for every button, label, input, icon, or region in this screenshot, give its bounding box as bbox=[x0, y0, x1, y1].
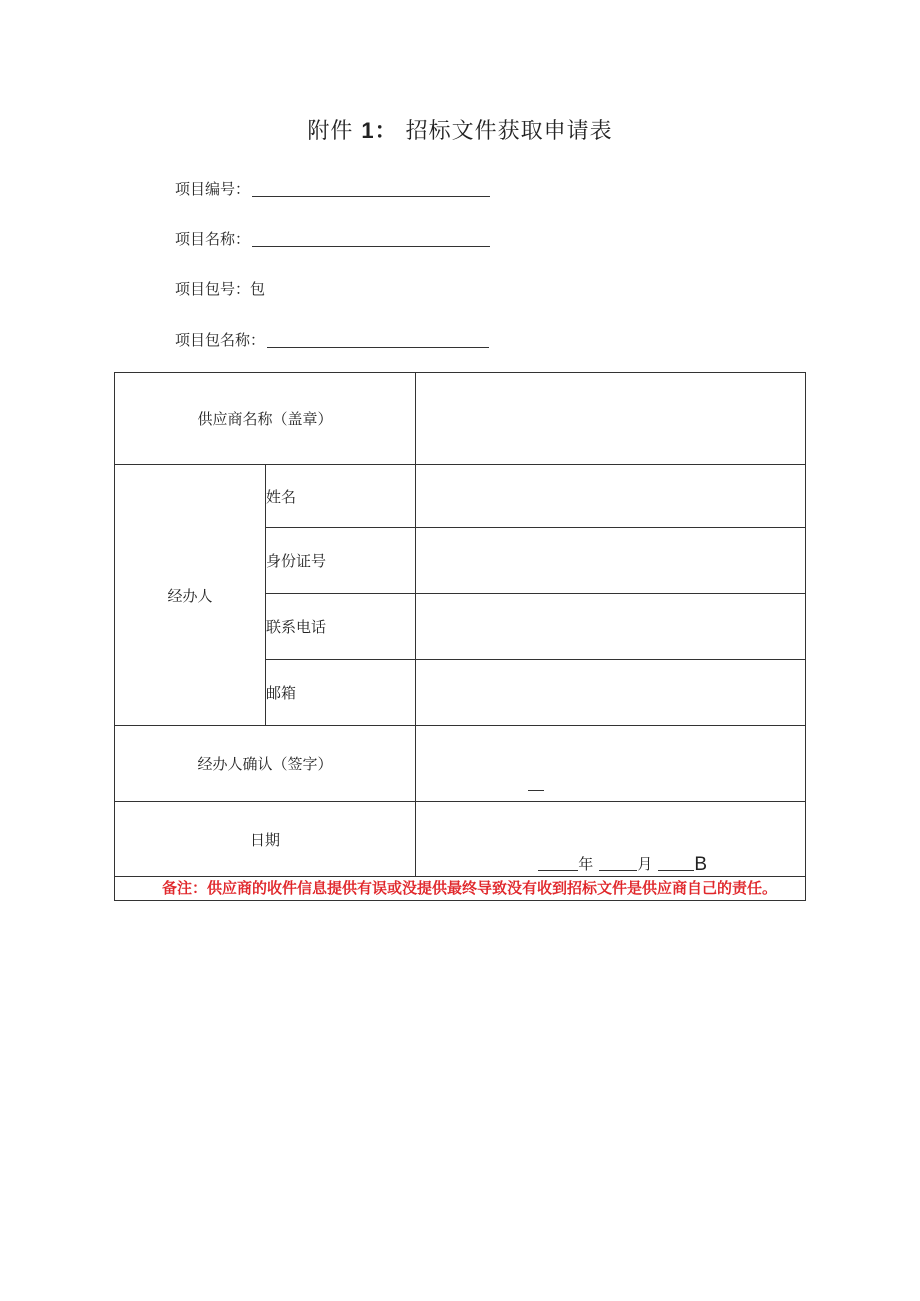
package-name-input-line[interactable] bbox=[267, 333, 489, 348]
title-prefix: 附件 bbox=[307, 119, 354, 144]
handler-signature-cell[interactable] bbox=[416, 726, 806, 802]
package-no-row bbox=[175, 277, 265, 299]
table-row bbox=[115, 726, 806, 802]
project-name-row bbox=[175, 227, 490, 249]
name-cell[interactable] bbox=[416, 465, 806, 528]
project-no-row bbox=[175, 177, 490, 199]
date-cell[interactable] bbox=[416, 802, 806, 877]
year-label: 年 bbox=[578, 855, 594, 873]
package-name-label: 项目包名称： bbox=[175, 331, 266, 349]
project-no-input-line[interactable] bbox=[252, 182, 490, 197]
phone-label: 联系电话 bbox=[266, 594, 416, 660]
package-no-label: 项目包号： bbox=[175, 280, 251, 298]
email-cell[interactable] bbox=[416, 660, 806, 726]
supplier-name-label: 供应商名称（盖章） bbox=[115, 373, 416, 465]
table-row bbox=[115, 373, 806, 465]
handler-label: 经办人 bbox=[115, 465, 266, 726]
table-row bbox=[115, 877, 806, 901]
month-blank[interactable] bbox=[599, 858, 637, 871]
page-title bbox=[0, 114, 920, 145]
application-form-table bbox=[114, 372, 806, 901]
phone-cell[interactable] bbox=[416, 594, 806, 660]
supplier-name-cell[interactable] bbox=[416, 373, 806, 465]
project-no-label: 项目编号： bbox=[175, 180, 251, 198]
day-blank[interactable] bbox=[658, 858, 694, 871]
signature-mark bbox=[528, 790, 544, 791]
package-name-row bbox=[175, 328, 489, 350]
day-label: B bbox=[694, 854, 708, 875]
project-name-label: 项目名称： bbox=[175, 230, 251, 248]
table-row bbox=[115, 465, 806, 528]
id-number-cell[interactable] bbox=[416, 528, 806, 594]
table-row bbox=[115, 802, 806, 877]
date-fill-line bbox=[538, 853, 707, 874]
note-text: 备注：供应商的收件信息提供有误或没提供最终导致没有收到招标文件是供应商自己的责任。 bbox=[115, 877, 806, 901]
month-label: 月 bbox=[637, 855, 653, 873]
title-number: 1： bbox=[361, 118, 398, 143]
project-name-input-line[interactable] bbox=[252, 232, 490, 247]
title-text: 招标文件获取申请表 bbox=[405, 119, 613, 144]
package-no-suffix: 包 bbox=[250, 280, 266, 298]
name-label: 姓名 bbox=[266, 465, 416, 528]
date-label: 日期 bbox=[115, 802, 416, 877]
id-number-label: 身份证号 bbox=[266, 528, 416, 594]
year-blank[interactable] bbox=[538, 858, 578, 871]
email-label: 邮箱 bbox=[266, 660, 416, 726]
handler-confirm-label: 经办人确认（签字） bbox=[115, 726, 416, 802]
